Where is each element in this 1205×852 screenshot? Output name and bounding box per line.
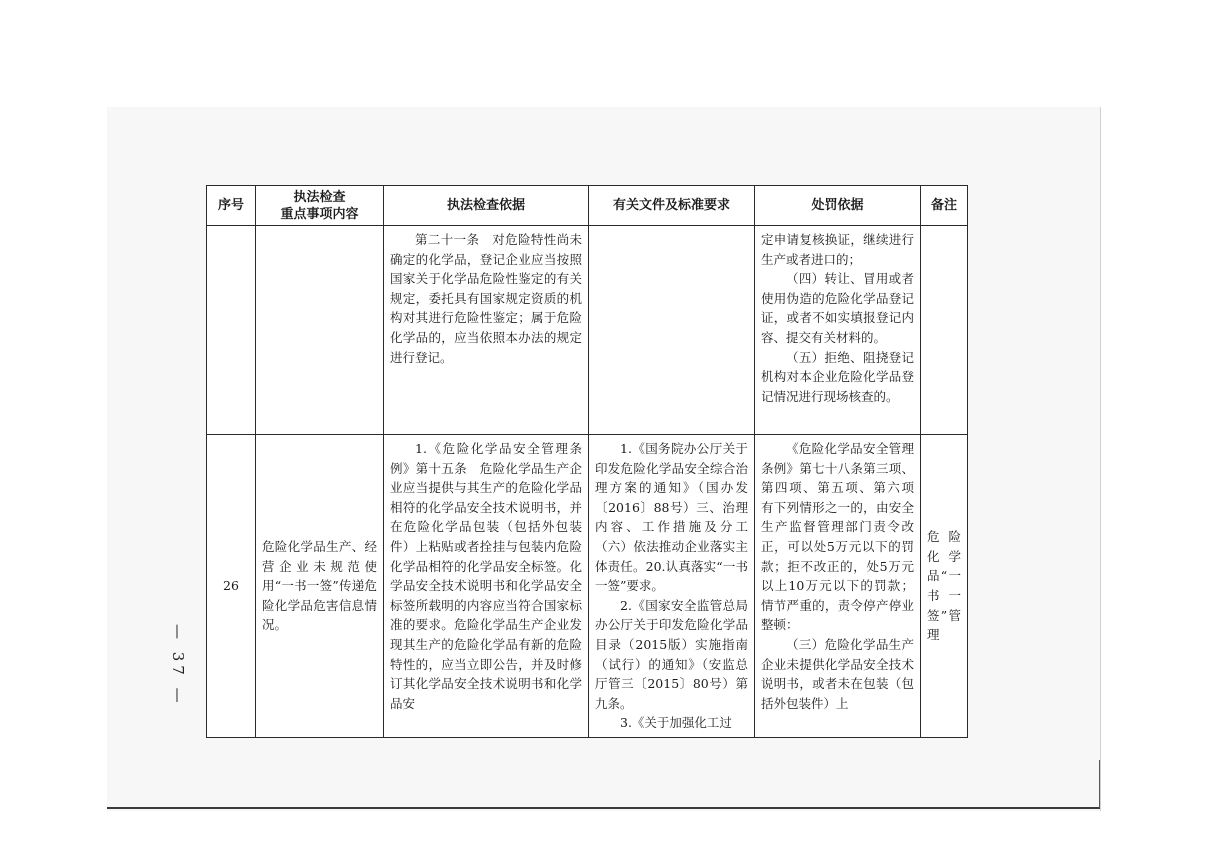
penalty-paragraph: （三）危险化学品生产企业未提供化学品安全技术说明书，或者未在包装（包括外包装件）上 [761, 636, 914, 711]
cell-item: 危险化学品生产、经营企业未规范使用“一书一签”传递危险化学品危害信息情况。 [256, 435, 384, 738]
penalty-paragraph: （四）转让、冒用或者使用伪造的危险化学品登记证，或者不如实填报登记内容、提交有关材料的。 [761, 271, 914, 345]
table-header-row [207, 186, 968, 226]
header-documents: 有关文件及标准要求 [589, 186, 755, 226]
basis-text: 第二十一条 对危险特性尚未确定的化学品，登记企业应当按照国家关于化学品危险性鉴定的有关规定，委托具有国家规定资质的机构对其进行危险性鉴定；属于危险化学品的，应当依照本办法的规定进行登记。 [390, 232, 582, 365]
penalty-paragraph: 《危险化学品安全管理条例》第七十八条第三项、第四项、第五项、第六项 有下列情形之一的，由安全生产监督管理部门责令改正，可以处5万元以下的罚款；拒不改正的，处5万元以上10万元以下的罚款；情节严重的，责令停产停业整顿： [761, 441, 927, 633]
basis-text: 1.《危险化学品安全管理条例》第十五条 危险化学品生产企业应当提供与其生产的危险化学品相符的化学品安全技术说明书，并在危险化学品包装（包括外包装件）上粘贴或者拴挂与包装内危险化学品相符的化学品安全标签。化学品安全技术说明书和化学品安全标签所载明的内容应当符合国家标准的要求。危险化学品生产企业发现其生产的危险化学品有新的危险特性的，应当立即公告，并及时修订其化学品安全技术说明书和化学品安 [390, 441, 582, 711]
penalty-paragraph: 定申请复核换证，继续进行生产或者进口的； [761, 232, 914, 267]
cell-documents [589, 226, 755, 435]
header-serial: 序号 [207, 186, 256, 226]
enforcement-table [206, 185, 968, 738]
cell-serial [207, 226, 256, 435]
cell-serial: 26 [207, 435, 256, 738]
penalty-paragraph: （五）拒绝、阻挠登记机构对本企业危险化学品登记情况进行现场核查的。 [761, 349, 914, 404]
header-basis: 执法检查依据 [384, 186, 589, 226]
cell-penalty [755, 435, 927, 738]
cell-documents [589, 435, 755, 738]
cell-note: 危险化学品“一书一签”管理 [921, 435, 968, 738]
header-note: 备注 [921, 186, 968, 226]
document-paragraph: 3.《关于加强化工过 [620, 715, 732, 731]
scan-edge-right [1099, 760, 1100, 808]
cell-note [921, 226, 968, 435]
document-paragraph: 1.《国务院办公厅关于印发危险化学品安全综合治理方案的通知》（国办发〔2016〕88号）三、治理内容、工作措施及分工（六）依法推动企业落实主体责任。20.认真落实“一书一签”要求。 [595, 441, 748, 594]
cell-basis [384, 435, 589, 738]
cell-basis [384, 226, 589, 435]
cell-item [256, 226, 384, 435]
table-row [207, 435, 968, 738]
table-row [207, 226, 968, 435]
document-paragraph: 2.《国家安全监管总局办公厅关于印发危险化学品目录（2015版）实施指南（试行）的通知》（安监总厅管三〔2015〕80号）第九条。 [595, 597, 748, 711]
scan-edge-bottom [107, 807, 1100, 809]
header-item: 执法检查 重点事项内容 [256, 186, 384, 226]
header-penalty: 处罚依据 [755, 186, 921, 226]
cell-penalty [755, 226, 921, 435]
page-number: — 37 — [169, 623, 187, 707]
